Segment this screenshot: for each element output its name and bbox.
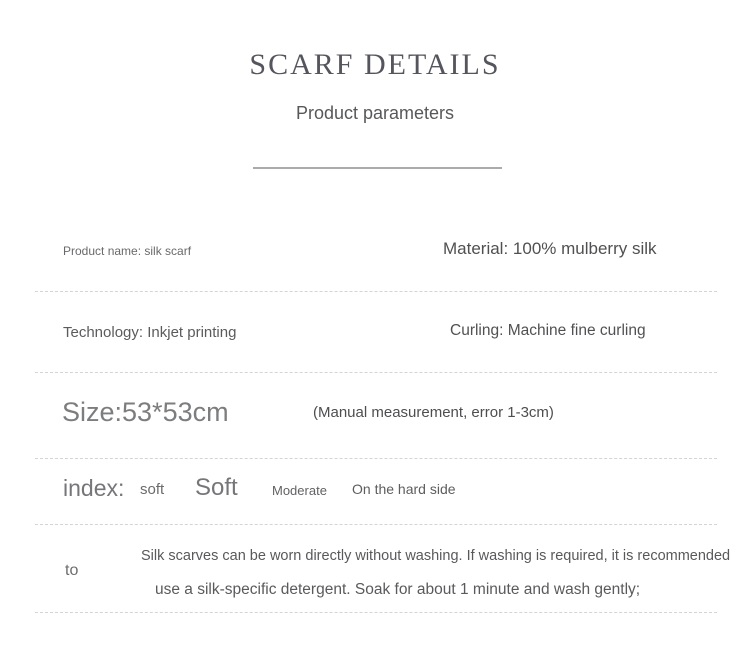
row-divider bbox=[35, 524, 717, 525]
care-label: to bbox=[65, 562, 79, 579]
size-note-text: (Manual measurement, error 1-3cm) bbox=[313, 404, 554, 421]
technology-text: Technology: Inkjet printing bbox=[63, 324, 237, 341]
care-instructions-line1: Silk scarves can be worn directly without washing. If washing is required, it is recommended bbox=[141, 548, 731, 564]
curling-text: Curling: Machine fine curling bbox=[450, 322, 646, 339]
page-title: SCARF DETAILS bbox=[249, 48, 501, 81]
material-text: Material: 100% mulberry silk bbox=[443, 239, 657, 258]
row-divider bbox=[35, 291, 717, 292]
index-level-soft: soft bbox=[140, 481, 165, 498]
index-level-moderate: Moderate bbox=[272, 483, 327, 498]
index-level-soft-selected: Soft bbox=[195, 474, 238, 501]
size-text: Size:53*53cm bbox=[62, 397, 229, 427]
row-divider bbox=[35, 458, 717, 459]
care-instructions-line2: use a silk-specific detergent. Soak for about 1 minute and wash gently; bbox=[155, 581, 641, 598]
row-divider bbox=[35, 612, 717, 613]
index-level-hard: On the hard side bbox=[352, 481, 456, 497]
product-name-text: Product name: silk scarf bbox=[63, 244, 192, 258]
row-divider bbox=[35, 372, 717, 373]
page-subtitle: Product parameters bbox=[295, 103, 455, 123]
index-label: index: bbox=[63, 475, 125, 501]
subtitle-underline-divider bbox=[253, 167, 502, 169]
